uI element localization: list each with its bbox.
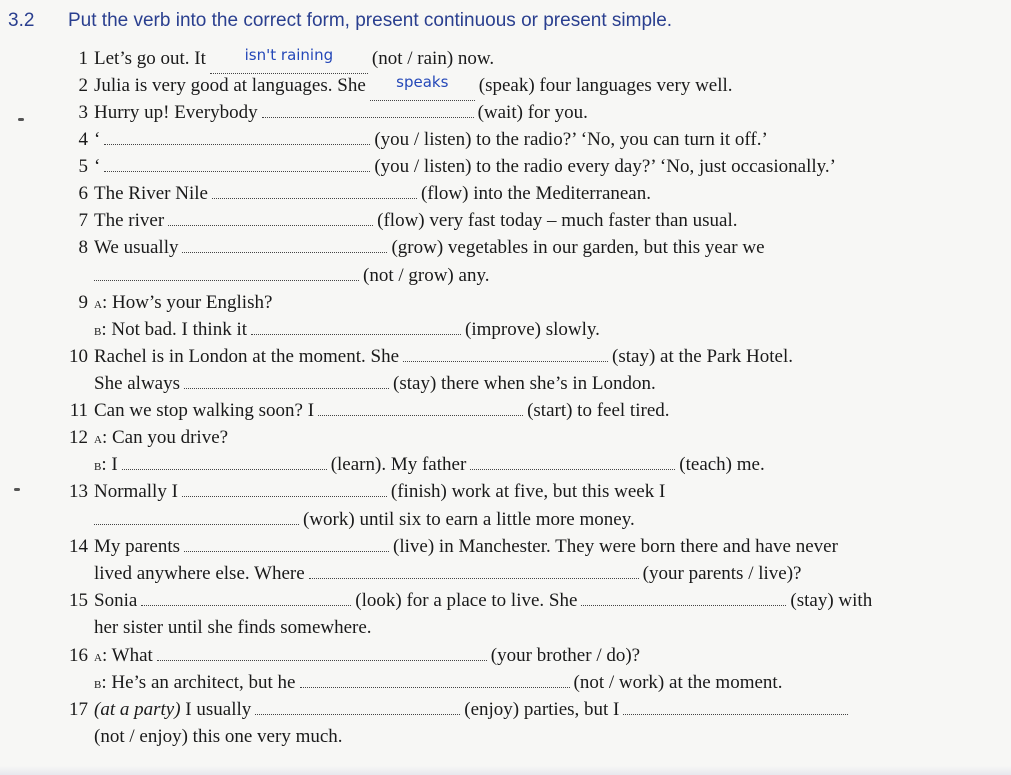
item-number: 15 — [69, 590, 88, 611]
exercise-item-16-cont: b: He’s an architect, but he (not / work) at the moment. — [94, 672, 783, 693]
exercise-item-14 — [58, 533, 991, 560]
margin-mark — [18, 118, 24, 121]
exercise-number: 3.2 — [8, 10, 35, 31]
item-text: (grow) vegetables in our garden, but this year we — [391, 237, 765, 258]
answer-blank[interactable] — [255, 700, 460, 715]
exercise-item-12: 12 a: Can you drive? — [58, 424, 991, 451]
item-number: 9 — [78, 292, 88, 313]
item-text: Julia is very good at languages. She — [94, 75, 366, 96]
item-text: (not / rain) now. — [371, 48, 495, 69]
item-text: Not bad. I think it — [111, 319, 248, 340]
speaker-label: b — [94, 322, 102, 339]
item-context: (at a party) — [94, 699, 181, 720]
answer-blank[interactable] — [212, 184, 417, 199]
exercise-item-17-cont — [58, 723, 991, 750]
item-text: Sonia — [94, 590, 138, 611]
answer-blank[interactable] — [370, 72, 475, 101]
exercise-item-5 — [58, 153, 991, 180]
exercise-item-2 — [58, 72, 991, 99]
item-text: (speak) four languages very well. — [478, 75, 733, 96]
speaker-label: b — [94, 675, 102, 692]
item-text: We usually — [94, 237, 179, 258]
item-text: He’s an architect, but he — [111, 672, 296, 693]
item-number: 8 — [78, 237, 88, 258]
item-text: (stay) with — [790, 590, 873, 611]
item-text: ‘ — [94, 156, 101, 177]
exercise-item-14-cont — [58, 560, 991, 587]
answer-blank[interactable] — [184, 537, 389, 552]
answer-blank[interactable] — [318, 401, 523, 416]
item-text: (not / grow) any. — [363, 265, 490, 286]
exercise-instruction: Put the verb into the correct form, present continuous or present simple. — [68, 10, 673, 31]
speaker-label: a — [94, 648, 102, 665]
exercise-item-1 — [58, 45, 991, 72]
item-text: (not / enjoy) this one very much. — [94, 726, 343, 747]
exercise-item-12-cont: b: I (learn). My father (teach) me. — [94, 454, 765, 475]
exercise-item-10-cont — [58, 370, 991, 397]
exercise-item-6 — [58, 180, 991, 207]
speaker-label: a — [94, 430, 102, 447]
item-number: 7 — [78, 210, 88, 231]
exercise-item-10 — [58, 343, 991, 370]
answer-blank[interactable] — [168, 211, 373, 226]
item-text: (live) in Manchester. They were born there and have never — [393, 536, 838, 557]
item-text: (look) for a place to live. She — [355, 590, 578, 611]
item-number: 3 — [78, 102, 88, 123]
item-number: 16 — [69, 645, 88, 666]
item-text: The River Nile — [94, 183, 208, 204]
item-text: (stay) there when she’s in London. — [393, 373, 656, 394]
item-text: her sister until she finds somewhere. — [94, 617, 372, 638]
item-text: She always — [94, 373, 181, 394]
item-text: Can you drive? — [111, 427, 229, 448]
answer-blank[interactable] — [104, 130, 370, 145]
item-number: 1 — [78, 48, 88, 69]
exercise-item-9-cont: b: Not bad. I think it (improve) slowly. — [94, 319, 600, 340]
item-text: The river — [94, 210, 165, 231]
item-text: Can we stop walking soon? I — [94, 400, 315, 421]
exercise-item-17 — [58, 696, 991, 723]
answer-blank[interactable] — [309, 564, 639, 579]
item-text: Normally I — [94, 481, 178, 502]
item-text: (you / listen) to the radio?’ ‘No, you can turn it off.’ — [374, 129, 768, 150]
item-text: What — [111, 645, 153, 666]
item-text: ‘ — [94, 129, 101, 150]
item-text: How’s your English? — [111, 292, 273, 313]
answer-blank[interactable] — [251, 320, 461, 335]
exercise-item-11 — [58, 397, 991, 424]
exercise-item-16: 16 a: What (your brother / do)? — [58, 642, 991, 669]
item-text: (not / work) at the moment. — [573, 672, 783, 693]
item-text: (enjoy) parties, but I — [464, 699, 620, 720]
item-number: 14 — [69, 536, 88, 557]
item-text: (your parents / live)? — [642, 563, 802, 584]
item-text: I — [111, 454, 118, 475]
answer-blank[interactable] — [262, 103, 474, 118]
answer-blank[interactable] — [141, 591, 351, 606]
item-text: (your brother / do)? — [490, 645, 641, 666]
item-text: (you / listen) to the radio every day?’ ‘No, just occasionally.’ — [374, 156, 836, 177]
exercise-item-15 — [58, 587, 991, 614]
exercise-item-8 — [58, 234, 991, 261]
item-text: (work) until six to earn a little more money. — [303, 509, 635, 530]
answer-blank[interactable] — [581, 591, 786, 606]
answer-blank[interactable] — [122, 455, 327, 470]
speaker-label: a — [94, 295, 102, 312]
answer-blank[interactable] — [104, 157, 370, 172]
item-text: My parents — [94, 536, 181, 557]
answer-blank[interactable] — [623, 700, 848, 715]
item-number: 5 — [78, 156, 88, 177]
page-bottom-edge — [0, 766, 1011, 775]
item-text: Rachel is in London at the moment. She — [94, 346, 400, 367]
item-text: (start) to feel tired. — [527, 400, 670, 421]
exercise-item-15-cont — [58, 614, 991, 641]
exercise-item-3 — [58, 99, 991, 126]
item-text: (learn). My father — [330, 454, 467, 475]
answer-blank[interactable] — [182, 482, 387, 497]
exercise-header — [8, 10, 672, 32]
item-text: (improve) slowly. — [465, 319, 600, 340]
exercise-item-8-cont — [58, 262, 991, 289]
handwritten-answer: isn't raining — [244, 46, 334, 64]
answer-blank[interactable] — [184, 374, 389, 389]
item-text: (finish) work at five, but this week I — [390, 481, 666, 502]
item-number: 2 — [78, 75, 88, 96]
answer-blank[interactable] — [94, 266, 359, 281]
exercise-item-13 — [58, 478, 991, 505]
answer-blank[interactable] — [403, 347, 608, 362]
item-text: (flow) very fast today – much faster than usual. — [377, 210, 738, 231]
margin-mark — [14, 488, 20, 491]
answer-blank[interactable] — [210, 45, 368, 74]
item-number: 13 — [69, 481, 88, 502]
item-number: 10 — [69, 346, 88, 367]
answer-blank[interactable] — [182, 238, 387, 253]
exercise-item-13-cont — [58, 506, 991, 533]
item-number: 11 — [69, 400, 88, 421]
item-number: 6 — [78, 183, 88, 204]
exercise-item-4 — [58, 126, 991, 153]
answer-blank[interactable] — [300, 673, 570, 688]
speaker-label: b — [94, 457, 102, 474]
answer-blank[interactable] — [157, 646, 487, 661]
item-number: 17 — [69, 699, 88, 720]
item-text: (flow) into the Mediterranean. — [420, 183, 651, 204]
item-text: Hurry up! Everybody — [94, 102, 258, 123]
item-number: 4 — [78, 129, 88, 150]
item-text: Let’s go out. It — [94, 48, 206, 69]
exercise-item-7 — [58, 207, 991, 234]
item-text: (wait) for you. — [477, 102, 588, 123]
item-text: (teach) me. — [679, 454, 765, 475]
answer-blank[interactable] — [94, 510, 299, 525]
answer-blank[interactable] — [470, 455, 675, 470]
item-number: 12 — [69, 427, 88, 448]
item-text: (stay) at the Park Hotel. — [612, 346, 793, 367]
exercise-item-9: 9 a: How’s your English? — [58, 289, 991, 316]
item-text: lived anywhere else. Where — [94, 563, 305, 584]
item-text: I usually — [185, 699, 252, 720]
handwritten-answer: speaks — [396, 73, 449, 91]
